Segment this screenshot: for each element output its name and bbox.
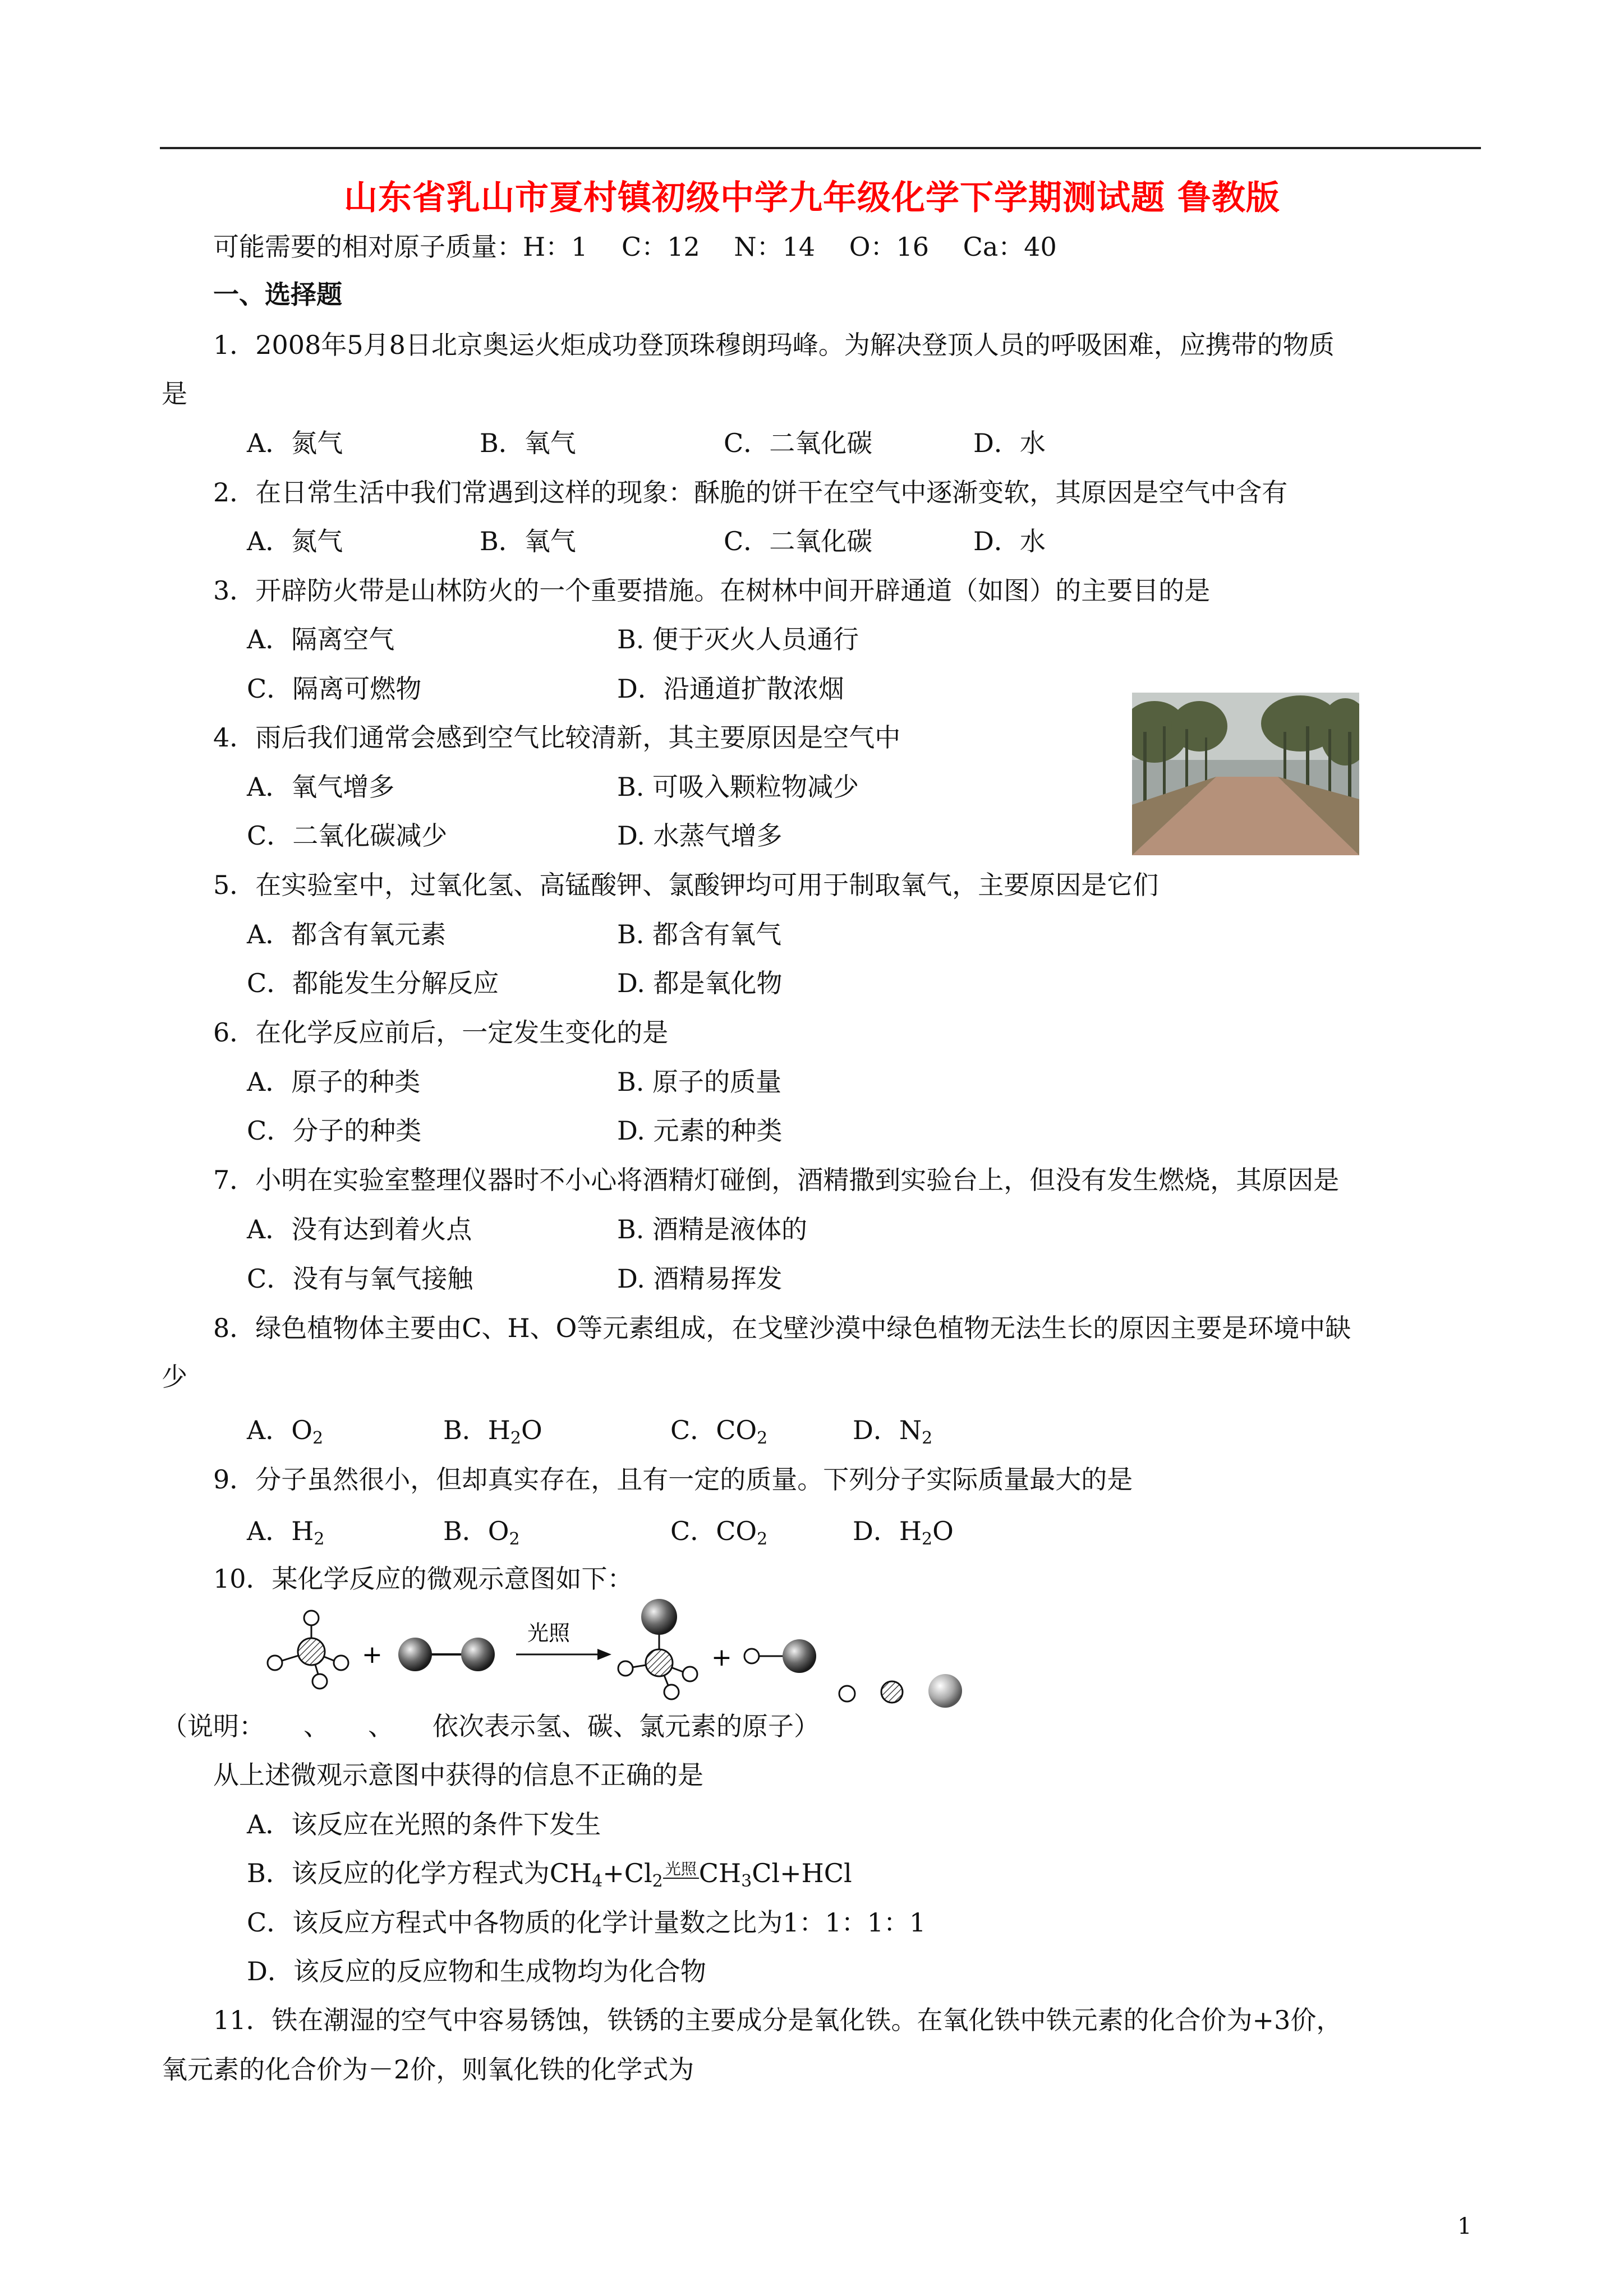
q1-stem-line2: 是 xyxy=(162,379,187,409)
q2-option-d: D．水 xyxy=(973,526,1046,556)
q11-stem-line1: 11．铁在潮湿的空气中容易锈蚀，铁锈的主要成分是氧化铁。在氧化铁中铁元素的化合价为+3价， xyxy=(213,2005,1342,2035)
atomic-masses-note: 可能需要的相对原子质量：H：1 C：12 N：14 O：16 Ca：40 xyxy=(213,232,1057,262)
q2-option-b: B．氧气 xyxy=(480,526,576,556)
q9-option-d: D．$H_2O$ xyxy=(853,1516,954,1549)
firebreak-photo xyxy=(1132,693,1359,855)
q10-intro: 从上述微观示意图中获得的信息不正确的是 xyxy=(213,1760,703,1790)
q9-stem: 9．分子虽然很小，但却真实存在，且有一定的质量。下列分子实际质量最大的是 xyxy=(213,1464,1133,1495)
q6-option-d: D. 元素的种类 xyxy=(617,1115,783,1146)
q3-option-a: A．隔离空气 xyxy=(247,624,395,654)
q8-stem-line2: 少 xyxy=(162,1362,187,1392)
q4-option-a: A．氧气增多 xyxy=(247,772,395,802)
q11-stem-line2: 氧元素的化合价为－2价，则氧化铁的化学式为 xyxy=(162,2054,694,2085)
methane-molecule xyxy=(268,1611,348,1689)
q8-option-d: D．$N_2$ xyxy=(853,1415,933,1448)
q9-option-a: A．$H_2$ xyxy=(247,1516,325,1549)
document-title: 山东省乳山市夏村镇初级中学九年级化学下学期测试题 鲁教版 xyxy=(344,178,1280,218)
svg-text:+: + xyxy=(362,1640,383,1669)
q7-option-d: D. 酒精易挥发 xyxy=(617,1264,783,1294)
q2-option-c: C．二氧化碳 xyxy=(724,526,873,556)
q10-option-d: D．该反应的反应物和生成物均为化合物 xyxy=(247,1956,706,1986)
q1-option-d: D．水 xyxy=(973,428,1046,458)
reaction-diagram xyxy=(258,1596,987,1708)
q6-option-a: A．原子的种类 xyxy=(247,1067,421,1097)
q5-stem: 5．在实验室中，过氧化氢、高锰酸钾、氯酸钾均可用于制取氧气，主要原因是它们 xyxy=(213,870,1159,900)
q7-option-b: B. 酒精是液体的 xyxy=(617,1214,808,1244)
q6-option-b: B. 原子的质量 xyxy=(617,1067,782,1097)
q8-option-c: C．$CO_2$ xyxy=(670,1415,768,1448)
q10-option-c: C．该反应方程式中各物质的化学计量数之比为1：1：1：1 xyxy=(247,1907,926,1938)
q2-option-a: A．氮气 xyxy=(247,526,343,556)
page-number: 1 xyxy=(1457,2214,1472,2239)
q3-stem: 3．开辟防火带是山林防火的一个重要措施。在树林中间开辟通道（如图）的主要目的是 xyxy=(213,575,1211,606)
q10-legend: （说明： 、 、 依次表示氢、碳、氯元素的原子） xyxy=(162,1711,820,1741)
q6-option-c: C．分子的种类 xyxy=(247,1115,422,1146)
q10-option-b: B．该反应的化学方程式为$CH_4+Cl_2$光照$CH_3Cl+HCl$ xyxy=(247,1858,852,1891)
chlorine-molecule xyxy=(398,1638,495,1671)
q8-stem-line1: 8．绿色植物体主要由C、H、O等元素组成，在戈壁沙漠中绿色植物无法生长的原因主要是环境中缺 xyxy=(213,1313,1351,1343)
q8-option-a: A．$O_2$ xyxy=(247,1415,324,1448)
q6-stem: 6．在化学反应前后，一定发生变化的是 xyxy=(213,1017,669,1048)
q1-option-c: C．二氧化碳 xyxy=(724,428,873,458)
q5-option-d: D. 都是氧化物 xyxy=(617,968,783,998)
q9-option-c: C．$CO_2$ xyxy=(670,1516,768,1549)
q4-option-d: D. 水蒸气增多 xyxy=(617,820,783,851)
q5-option-c: C．都能发生分解反应 xyxy=(247,968,499,998)
q10-stem: 10．某化学反应的微观示意图如下： xyxy=(213,1564,633,1594)
chloromethane-molecule xyxy=(618,1599,697,1699)
q3-option-d: D．沿通道扩散浓烟 xyxy=(617,674,844,704)
header-rule xyxy=(160,147,1481,149)
q1-option-b: B．氧气 xyxy=(480,428,576,458)
section-heading: 一、选择题 xyxy=(213,279,342,310)
q10-option-a: A．该反应在光照的条件下发生 xyxy=(247,1809,601,1839)
q7-stem: 7．小明在实验室整理仪器时不小心将酒精灯碰倒，酒精撒到实验台上，但没有发生燃烧，其原因是 xyxy=(213,1165,1340,1195)
svg-text:光照: 光照 xyxy=(527,1621,571,1645)
q4-option-c: C．二氧化碳减少 xyxy=(247,820,448,851)
q7-option-a: A．没有达到着火点 xyxy=(247,1214,472,1244)
legend-atoms xyxy=(839,1674,962,1708)
svg-text:+: + xyxy=(711,1643,732,1672)
q3-option-b: B. 便于灭火人员通行 xyxy=(617,624,859,654)
q7-option-c: C．没有与氧气接触 xyxy=(247,1264,473,1294)
q4-stem: 4．雨后我们通常会感到空气比较清新，其主要原因是空气中 xyxy=(213,722,901,753)
q2-stem: 2．在日常生活中我们常遇到这样的现象：酥脆的饼干在空气中逐渐变软，其原因是空气中含有 xyxy=(213,477,1288,508)
q1-stem-line1: 1．2008年5月8日北京奥运火炬成功登顶珠穆朗玛峰。为解决登顶人员的呼吸困难，应携带的物质 xyxy=(213,330,1335,360)
q3-option-c: C．隔离可燃物 xyxy=(247,674,422,704)
q9-option-b: B．$O_2$ xyxy=(443,1516,520,1549)
q4-option-b: B. 可吸入颗粒物减少 xyxy=(617,772,859,802)
q5-option-b: B. 都含有氧气 xyxy=(617,919,782,949)
q5-option-a: A．都含有氧元素 xyxy=(247,919,447,949)
q1-option-a: A．氮气 xyxy=(247,428,343,458)
hydrogen-chloride-molecule xyxy=(744,1639,816,1673)
q8-option-b: B．$H_2O$ xyxy=(443,1415,542,1448)
